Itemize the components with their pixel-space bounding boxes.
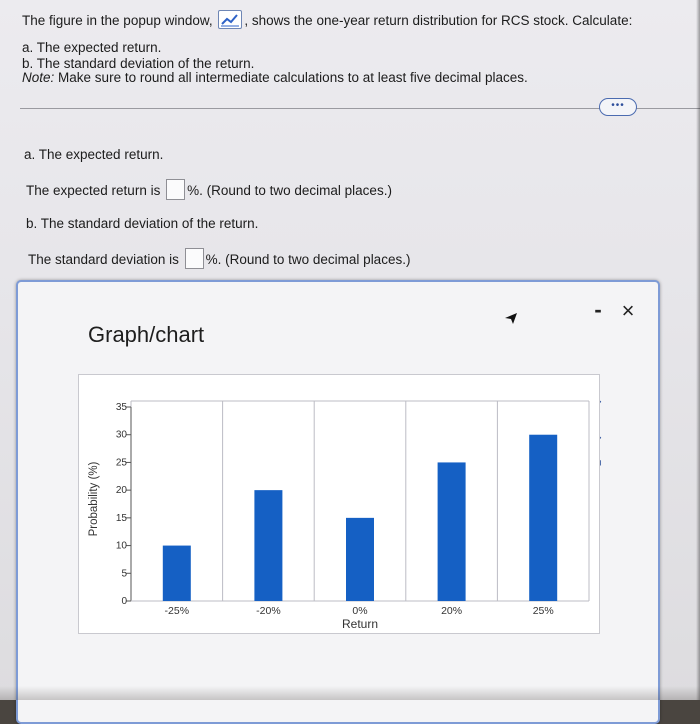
minimize-button[interactable]: - (594, 297, 602, 322)
bottom-shadow (0, 686, 700, 700)
y-tick-label: 5 (121, 568, 127, 580)
note-text: Make sure to round all intermediate calculations to at least five decimal places. (58, 70, 528, 85)
mouse-pointer-icon (503, 310, 519, 326)
part-b-heading: b. The standard deviation of the return. (26, 216, 259, 231)
line-chart-icon[interactable] (218, 10, 242, 29)
part-a-hint: %. (Round to two decimal places.) (187, 183, 392, 198)
bar-20% (438, 462, 466, 601)
x-tick-label: 0% (352, 605, 368, 617)
bar--25% (163, 546, 191, 601)
question-part-b: b. The standard deviation of the return. (22, 56, 255, 71)
note-label: Note: (22, 70, 55, 85)
y-tick-label: 0 (121, 596, 127, 607)
part-a-answer-row (26, 179, 392, 200)
expected-return-input[interactable] (166, 179, 185, 200)
part-b-prompt: The standard deviation is (28, 252, 179, 267)
part-a-prompt: The expected return is (26, 183, 161, 198)
question-intro: The figure in the popup window, (22, 13, 213, 28)
more-button[interactable]: ••• (599, 98, 637, 116)
section-divider (20, 108, 700, 109)
bar-0% (346, 518, 374, 601)
question-part-a: a. The expected return. (22, 40, 162, 55)
question-line-1 (22, 10, 632, 29)
y-tick-label: 20 (115, 485, 127, 497)
question-intro-rest: , shows the one-year return distribution for RCS stock. Calculate: (244, 13, 633, 28)
y-tick-label: 10 (115, 540, 127, 552)
close-button[interactable]: × (621, 298, 635, 323)
part-b-hint: %. (Round to two decimal places.) (205, 252, 411, 267)
x-tick-label: -20% (256, 605, 281, 617)
x-tick-label: -25% (164, 605, 190, 617)
part-a-heading: a. The expected return. (24, 147, 164, 162)
bar-25% (529, 435, 557, 601)
graph-popup-window[interactable] (16, 280, 660, 724)
bar-chart (79, 375, 599, 633)
y-axis-label: Probability (%) (88, 461, 100, 537)
x-tick-label: 25% (532, 605, 554, 617)
standard-deviation-input[interactable] (185, 248, 204, 269)
popup-title: Graph/chart (88, 322, 205, 347)
part-b-answer-row (28, 248, 410, 269)
y-tick-label: 25 (115, 457, 127, 469)
x-tick-label: 20% (441, 605, 463, 617)
y-tick-label: 35 (115, 402, 127, 413)
y-tick-label: 30 (115, 429, 127, 441)
bar--20% (254, 490, 282, 601)
question-note (22, 70, 528, 85)
chart-panel (78, 374, 600, 634)
x-axis-label: Return (341, 617, 379, 631)
y-tick-label: 15 (115, 512, 127, 524)
screen-edge (696, 0, 700, 700)
